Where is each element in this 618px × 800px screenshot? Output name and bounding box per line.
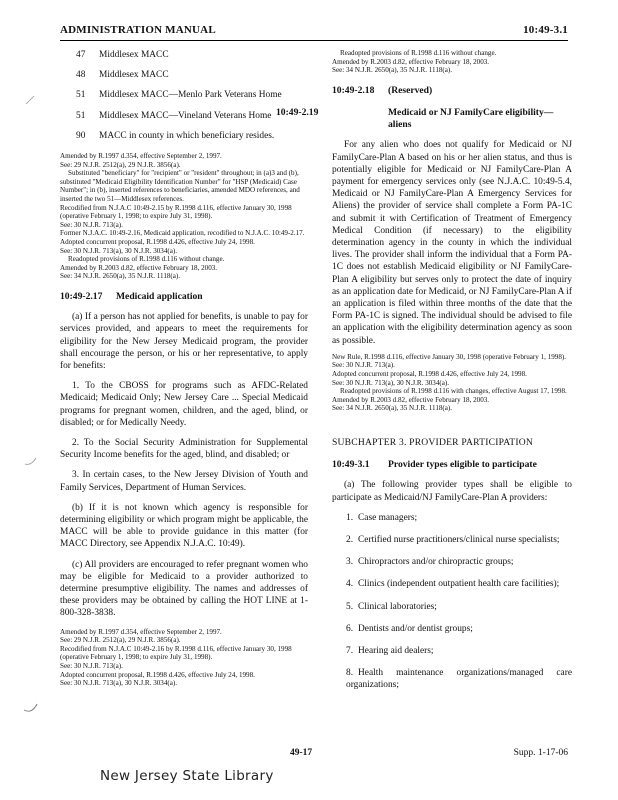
list-item: 6. Dentists and/or dentist groups; — [346, 623, 473, 634]
page-number: 49-17 — [290, 748, 313, 758]
section-heading: 10:49-2.19 Medicaid or NJ FamilyCare eligibility—aliens — [276, 106, 554, 131]
list-item: 4. Clinics (independent outpatient health care facilities); — [346, 579, 560, 590]
history-note: New Rule, R.1998 d.116, effective January 30, 1998 (operative February 1, 1998). See: 30 N.J.R. 713(a). Adopted concurrent proposal, R.1998 d.426, effective July 24, 1998. See: 30 N.J.R. 713(a), 30 N.J.R. 3034(a). Readopted provisions of R.1998 d.116 with changes, effective August 17, 1998. Amended by R.2003 d.82, effective February 18, 2003. See: 34 N.J.R. 2650(a), 35 N.J.R. 1118(a). — [332, 352, 567, 413]
running-head-section: 10:49-3.1 — [523, 24, 568, 36]
running-head-title: ADMINISTRATION MANUAL — [60, 24, 216, 36]
paragraph: 1. To the CBOSS for programs such as AFDC-Related Medicaid; Medicaid Only; New Jersey Care ... Special Medicaid programs for pregnant women, children, and the aged, blind, or disabled; or for Medically Needy. — [60, 381, 308, 428]
section-heading: 10:49-3.1 Provider types eligible to participate — [332, 459, 537, 471]
list-item: 2. Certified nurse practitioners/clinical nurse specialists; — [346, 535, 560, 546]
subchapter-heading: SUBCHAPTER 3. PROVIDER PARTICIPATION — [332, 437, 534, 448]
list-item: 1. Case managers; — [346, 512, 418, 523]
pencil-mark-icon — [22, 452, 40, 470]
left-column — [60, 49, 308, 698]
paragraph: 3. In certain cases, to the New Jersey Division of Youth and Family Services, Department of Human Services. — [60, 470, 308, 493]
supplement-date: Supp. 1-17-06 — [513, 748, 568, 758]
macc-list — [60, 49, 308, 142]
section-heading: 10:49-2.17 Medicaid application — [60, 290, 203, 302]
macc-list-item: 47 Middlesex MACC — [76, 50, 169, 60]
right-column — [276, 49, 572, 698]
paragraph: (a) If a person has not applied for benefits, is unable to pay for services provided, and appears to meet the requirements for eligibility for the New Jersey Medicaid program, the provider shall encourage the person, or his or her representative, to apply for benefits: — [60, 312, 308, 371]
pencil-mark-icon — [22, 90, 40, 108]
running-head — [60, 24, 568, 41]
paragraph: (c) All providers are encouraged to refer pregnant women who may be eligible for Medicaid to a provider authorized to determine presumptive eligibility. The names and addresses of these providers may be obtained by calling the HOT LINE at 1-800-328-3838. — [60, 559, 308, 619]
macc-list-item: 51 Middlesex MACC—Menlo Park Veterans Home — [76, 90, 282, 101]
list-item: 3. Chiropractors and/or chiropractic groups; — [346, 557, 514, 568]
list-item: 7. Hearing aid dealers; — [346, 646, 434, 657]
provider-list — [332, 512, 572, 692]
history-note: Amended by R.1997 d.354, effective September 2, 1997. See: 29 N.J.R. 2512(a), 29 N.J.R. 3856(a). Recodified from N.J.A.C 10:49-2.16 by R.1998 d.116, effective January 30, 1998 (operative February 1, 1998; to expire July 31, 1998). See: 30 N.J.R. 713(a). Adopted concurrent proposal, R.1998 d.426, effective July 24, 1998. See: 30 N.J.R. 713(a), 30 N.J.R. 3034(a). — [60, 627, 292, 688]
paragraph: 2. To the Social Security Administration for Supplemental Security Income benefits for the aged, blind, and disabled; or — [60, 437, 308, 461]
macc-list-item: 90 MACC in county in which beneficiary resides. — [76, 130, 275, 141]
section-heading: 10:49-2.18 (Reserved) — [332, 84, 433, 96]
history-note: Readopted provisions of R.1998 d.116 without change. Amended by R.2003 d.82, effective February 18, 2003. See: 34 N.J.R. 2650(a), 35 N.J.R. 1118(a). — [332, 49, 497, 75]
pencil-mark-icon — [22, 700, 40, 718]
library-stamp: New Jersey State Library — [100, 768, 274, 784]
list-item: 5. Clinical laboratories; — [346, 601, 437, 612]
macc-list-item: 51 Middlesex MACC—Vineland Veterans Home — [76, 110, 272, 121]
paragraph: (a) The following provider types shall be eligible to participate as Medicaid/NJ FamilyCare-Plan A providers: — [332, 480, 572, 503]
list-item: 8. Health maintenance organizations/managed care organizations; — [346, 668, 572, 691]
paragraph: For any alien who does not qualify for Medicaid or NJ FamilyCare-Plan A based on his or her alien status, and thus is potentially eligible for Medicaid or NJ FamilyCare-Plan A payment for emergency services only (see N.J.A.C. 10:49-5.4, Medicaid or NJ FamilyCare-Plan A Emergency Services for Aliens) the provider of service shall complete a Form PA-1C and submit it with Certification of Treatment of Emergency Medical Condition (if necessary) to the eligibility determination agency in the county in which the individual lives. The provider shall inform the individual that a Form PA-1C does not establish Medicaid eligibility or NJ FamilyCare-Plan A eligibility but serves only to protect the date of inquiry as an application date for Medicaid, or NJ FamilyCare-Plan A if an application is filed within three months of the date that the Form PA-1C is signed. The individual should be advised to file an application with the eligibility determination agency as soon as possible. — [332, 140, 572, 346]
macc-list-item: 48 Middlesex MACC — [76, 70, 169, 81]
paragraph: (b) If it is not known which agency is responsible for determining eligibility or which program might be applicable, the MACC will be able to provide guidance in this matter (for MACC Directory, see Appendix N.J.A.C. 10:49). — [60, 502, 308, 550]
history-note: Amended by R.1997 d.354, effective September 2, 1997. See: 29 N.J.R. 2512(a), 29 N.J.R. 3856(a). Substituted "beneficiary" for "recipient" or "resident" throughout; in (a)3 and (b), substituted "Medicaid Eligibility Identification Number" for "HSP (Medicaid) Case Number"; in (b), inserted references to beneficiaries, amended MDO references, and inserted the two 51—Middlesex references. Recodified from N.J.A.C 10:49-2.15 by R.1998 d.116, effective January 30, 1998 (operative February 1, 1998; to expire July 31, 1998). See: 30 N.J.R. 713(a). Former N.J.A.C. 10:49-2.16, Medicaid application, recodified to N.J.A.C. 10:49-2.17. Adopted concurrent proposal, R.1998 d.426, effective July 24, 1998. See: 30 N.J.R. 713(a), 30 N.J.R. 3034(a). Readopted provisions of R.1998 d.116 without change. Amended by R.2003 d.82, effective February 18, 2003. See: 34 N.J.R. 2650(a), 35 N.J.R. 1118(a). — [60, 152, 305, 281]
